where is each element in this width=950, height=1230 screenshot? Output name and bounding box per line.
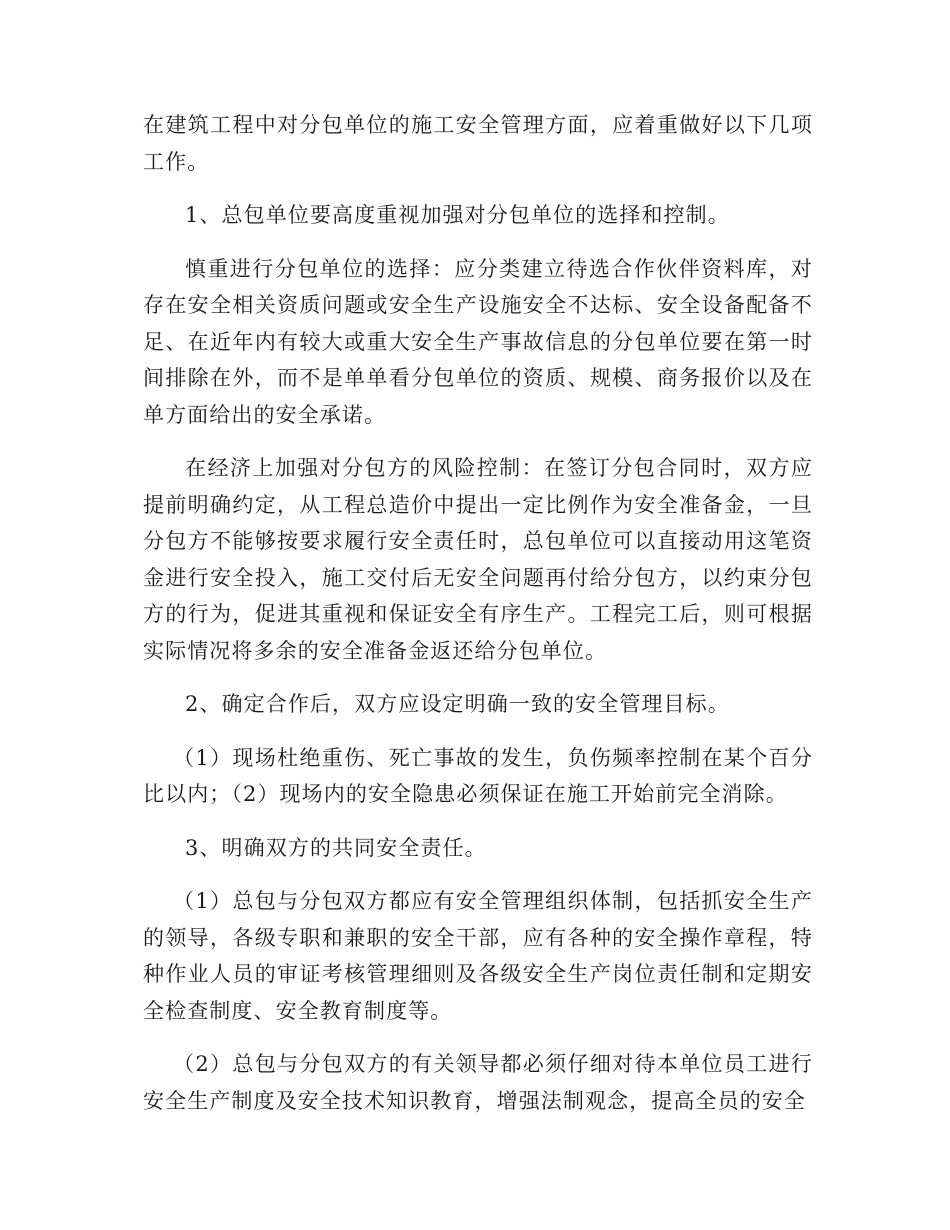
paragraph-intro: 在建筑工程中对分包单位的施工安全管理方面，应着重做好以下几项工作。 [143,113,813,174]
paragraph-education: （2）总包与分包双方的有关领导都必须仔细对待本单位员工进行安全生产制度及安全技术知识教育，增强法制观念，提高全员的安全 [143,1052,813,1113]
paragraph-risk-control: 在经济上加强对分包方的风险控制：在签订分包合同时，双方应提前明确约定，从工程总造价中提出一定比例作为安全准备金，一旦分包方不能够按要求履行安全责任时，总包单位可以直接动用这笔资金进行安全投入，施工交付后无安全问题再付给分包方，以约束分包方的行为，促进其重视和保证安全有序生产。工程完工后，则可根据实际情况将多余的安全准备金返还给分包单位。 [143,456,813,663]
paragraph-selection: 慎重进行分包单位的选择：应分类建立待选合作伙伴资料库，对存在安全相关资质问题或安全生产设施安全不达标、安全设备配备不足、在近年内有较大或重大安全生产事故信息的分包单位要在第一时间排除在外，而不是单单看分包单位的资质、规模、商务报价以及在单方面给出的安全承诺。 [143,256,813,427]
document-body [143,107,813,1136]
paragraph-management-system: （1）总包与分包双方都应有安全管理组织体制，包括抓安全生产的领导，各级专职和兼职的安全干部，应有各种的安全操作章程，特种作业人员的审证考核管理细则及各级安全生产岗位责任制和定期安全检查制度、安全教育制度等。 [143,889,813,1023]
heading-point-3: 3、明确双方的共同安全责任。 [185,835,487,860]
heading-point-2: 2、确定合作后，双方应设定明确一致的安全管理目标。 [185,692,730,716]
heading-point-1: 1、总包单位要高度重视加强对分包单位的选择和控制。 [185,203,730,227]
paragraph-safety-goals: （1）现场杜绝重伤、死亡事故的发生，负伤频率控制在某个百分比以内；（2）现场内的安全隐患必须保证在施工开始前完全消除。 [143,745,813,806]
